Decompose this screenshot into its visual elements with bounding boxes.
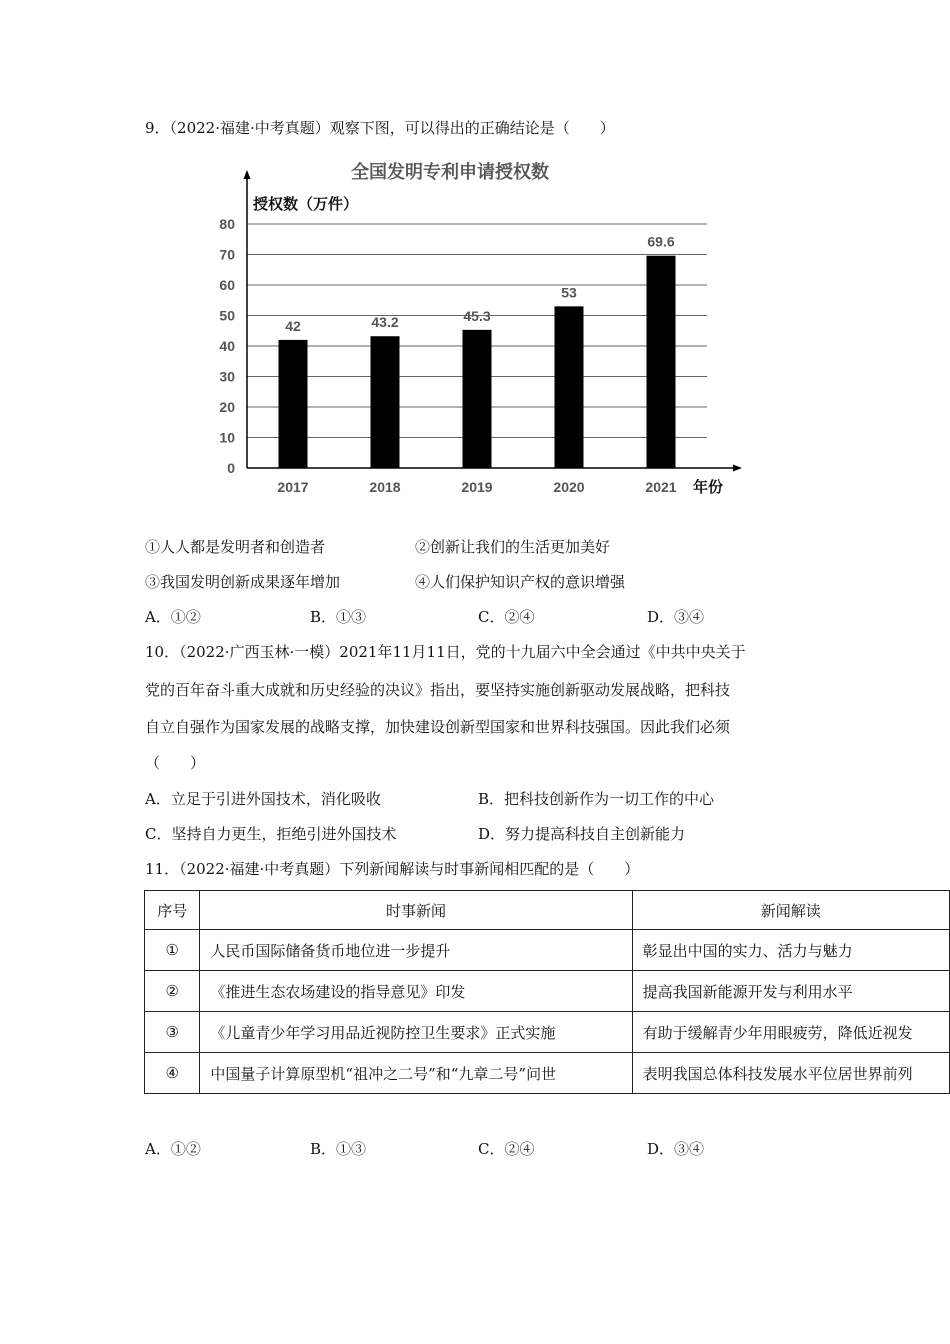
y-tick-label: 40 xyxy=(219,338,235,354)
chart-title: 全国发明专利申请授权数 xyxy=(351,162,549,182)
table-row xyxy=(145,1053,950,1094)
y-tick-label: 80 xyxy=(219,216,235,232)
row-index: ② xyxy=(145,971,200,1012)
row-interpretation: 表明我国总体科技发展水平位居世界前列 xyxy=(632,1053,949,1094)
y-tick-label: 0 xyxy=(227,460,235,476)
q10-answer-blank: （ ） xyxy=(145,754,206,772)
q11-stem: 11．（2022·福建·中考真题）下列新闻解读与时事新闻相匹配的是（ ） xyxy=(145,860,640,878)
header-interpretation: 新闻解读 xyxy=(632,891,949,930)
q11-option-b[interactable]: B．①③ xyxy=(310,1140,367,1158)
patent-bar-chart xyxy=(205,150,765,500)
bars xyxy=(279,256,676,468)
value-labels xyxy=(285,234,675,334)
x-tick-label: 2017 xyxy=(277,479,309,495)
y-axis-arrow xyxy=(244,170,251,179)
row-news: 中国量子计算原型机“祖冲之二号”和“九章二号”问世 xyxy=(200,1053,632,1094)
q10-option-d[interactable]: D．努力提高科技自主创新能力 xyxy=(478,825,686,843)
y-axis-label: 授权数（万件） xyxy=(253,196,359,213)
x-tick-label: 2018 xyxy=(369,479,401,495)
q9-statement-1: ①人人都是发明者和创造者 xyxy=(145,538,326,556)
q9-option-a[interactable]: A．①② xyxy=(145,608,201,626)
y-tick-label: 20 xyxy=(219,399,235,415)
q10-option-b[interactable]: B．把科技创新作为一切工作的中心 xyxy=(478,790,715,808)
q10-option-a[interactable]: A．立足于引进外国技术，消化吸收 xyxy=(145,790,381,808)
y-tick-label: 50 xyxy=(219,307,235,324)
table-header-row xyxy=(145,891,950,930)
row-index: ① xyxy=(145,930,200,971)
x-tick-label: 2021 xyxy=(645,479,677,495)
row-news: 《推进生态农场建设的指导意见》印发 xyxy=(200,971,632,1012)
table-row xyxy=(145,930,950,971)
q9-option-d[interactable]: D．③④ xyxy=(647,608,705,626)
bar-2018 xyxy=(371,336,400,468)
table-row xyxy=(145,1012,950,1053)
q9-option-b[interactable]: B．①③ xyxy=(310,608,367,626)
y-tick-label: 30 xyxy=(219,368,235,385)
bar-2020 xyxy=(555,306,584,468)
value-label: 45.3 xyxy=(463,307,491,324)
row-index: ③ xyxy=(145,1012,200,1053)
bar-2021 xyxy=(647,256,676,468)
news-table xyxy=(144,890,950,1094)
row-interpretation: 有助于缓解青少年用眼疲劳，降低近视发 xyxy=(632,1012,949,1053)
q10-stem-line-2: 党的百年奋斗重大成就和历史经验的决议》指出，要坚持实施创新驱动发展战略，把科技 xyxy=(145,681,731,699)
bar-2019 xyxy=(463,330,492,468)
q9-option-c[interactable]: C．②④ xyxy=(478,608,535,626)
row-news: 《儿童青少年学习用品近视防控卫生要求》正式实施 xyxy=(200,1012,632,1053)
q11-option-d[interactable]: D．③④ xyxy=(647,1140,705,1158)
q10-stem-line-3: 自立自强作为国家发展的战略支撑，加快建设创新型国家和世界科技强国。因此我们必须 xyxy=(145,718,731,736)
value-label: 69.6 xyxy=(647,233,675,250)
bar-2017 xyxy=(279,340,308,468)
x-tick-label: 2019 xyxy=(461,479,493,495)
table-row xyxy=(145,971,950,1012)
y-tick-label: 70 xyxy=(219,246,235,263)
q9-statement-3: ③我国发明创新成果逐年增加 xyxy=(145,573,341,591)
value-label: 42 xyxy=(285,317,301,334)
value-label: 53 xyxy=(561,284,577,301)
q10-stem-line-1: 10．（2022·广西玉林·一模）2021年11月11日，党的十九届六中全会通过《中共中央关于 xyxy=(145,643,746,661)
header-news: 时事新闻 xyxy=(200,891,632,930)
y-tick-label: 60 xyxy=(219,277,235,293)
row-index: ④ xyxy=(145,1053,200,1094)
q10-option-c[interactable]: C．坚持自力更生，拒绝引进外国技术 xyxy=(145,825,397,843)
x-axis-label: 年份 xyxy=(693,479,724,496)
q11-option-a[interactable]: A．①② xyxy=(145,1140,201,1158)
q11-option-c[interactable]: C．②④ xyxy=(478,1140,535,1158)
x-tick-labels xyxy=(277,479,676,495)
x-axis-arrow xyxy=(733,465,742,472)
y-tick-labels xyxy=(219,216,235,476)
header-index: 序号 xyxy=(145,891,200,930)
row-interpretation: 提高我国新能源开发与利用水平 xyxy=(632,971,949,1012)
q9-stem: 9．（2022·福建·中考真题）观察下图，可以得出的正确结论是（ ） xyxy=(145,119,615,137)
row-interpretation: 彰显出中国的实力、活力与魅力 xyxy=(632,930,949,971)
q9-statement-2: ②创新让我们的生活更加美好 xyxy=(415,538,611,556)
x-tick-label: 2020 xyxy=(553,479,585,495)
q9-statement-4: ④人们保护知识产权的意识增强 xyxy=(415,573,626,591)
y-tick-label: 10 xyxy=(219,429,235,446)
row-news: 人民币国际储备货币地位进一步提升 xyxy=(200,930,632,971)
value-label: 43.2 xyxy=(371,314,399,331)
